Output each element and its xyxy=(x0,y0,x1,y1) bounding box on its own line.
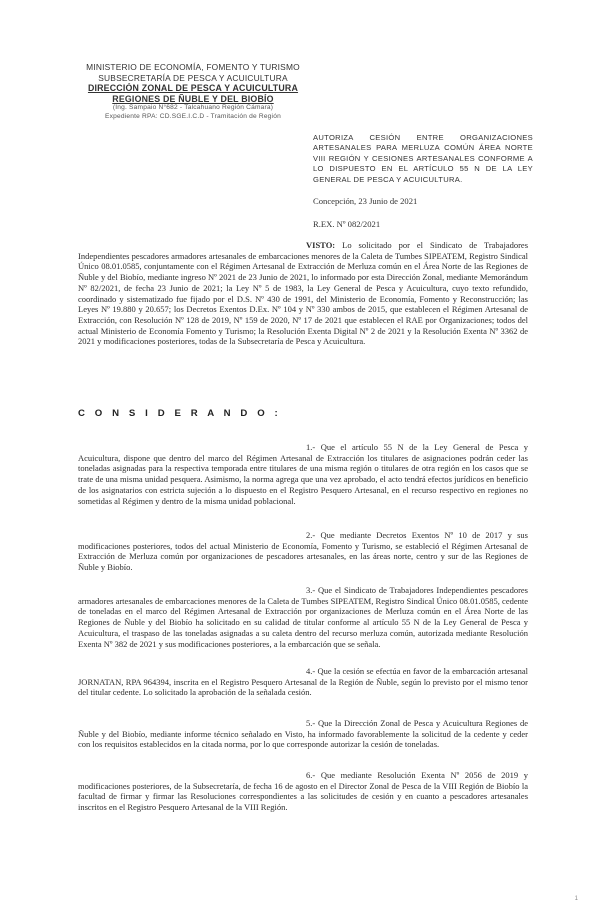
considerando-4 xyxy=(78,666,528,698)
regions-line: REGIONES DE ÑUBLE Y DEL BIOBÍO xyxy=(112,93,274,104)
considerando-text: 3.- Que el Sindicato de Trabajadores Independientes pescadores armadores artesanales de embarcaciones menores de la Caleta de Tumbes SIPEATEM, Registro Sindical Único 08.01.0585, cedente de toneladas en el marco del Régimen Artesanal de Extracción por organizaciones de Merluza común en el Área Norte de las Regiones de Ñuble y del Biobío ha solicitado en su calidad de titular conforme al artículo 55 N de la Ley General de Pesca y Acuicultura, el traspaso de las toneladas asignadas a su caleta dentro del recurso merluza común, autorizada mediante Resolución Exenta Nº 382 de 2021 y sus modificaciones posteriores, a la embarcación que se señala. xyxy=(78,585,528,649)
considerando-3 xyxy=(78,585,528,649)
resolution-subject: AUTORIZA CESIÓN ENTRE ORGANIZACIONES ARTESANALES PARA MERLUZA COMÚN ÁREA NORTE VIII REGIÓN Y CESIONES ARTESANALES CONFORME A LO DISPUESTO EN EL ARTÍCULO 55 N DE LA LEY GENERAL DE PESCA Y ACUICULTURA. xyxy=(313,133,533,184)
ministry-line: MINISTERIO DE ECONOMÍA, FOMENTO Y TURISMO xyxy=(86,62,300,72)
zonal-office-line: DIRECCIÓN ZONAL DE PESCA Y ACUICULTURA xyxy=(87,83,299,94)
visto-lead: VISTO: xyxy=(306,240,336,250)
visto-text: Lo solicitado por el Sindicato de Trabajadores Independientes pescadores armadores artesanales de embarcaciones menores de la Caleta de Tumbes SIPEATEM, Registro Sindical Único 08.01.0585, conjuntamente con el Régimen Artesanal de Extracción de Merluza común en el Área Norte de las Regiones de Ñuble y del Biobío, mediante ingreso Nº 2021 de 23 Junio de 2021, lo informado por esta Dirección Zonal, mediante Memorándum Nº 82/2021, de fecha 23 Junio de 2021; la Ley Nº 5 de 1983, la Ley General de Pesca y Acuicultura, cuyo texto refundido, coordinado y sistematizado fue fijado por el D.S. Nº 430 de 1991, del Ministerio de Economía, Fomento y Reconstrucción; las Leyes Nº 19.880 y 20.657; los Decretos Exentos D.Ex. Nº 104 y Nº 330 ambos de 2015, que establecen el Régimen Artesanal de Extracción, con Resolución Nº 128 de 2019, Nº 159 de 2020, Nº 17 de 2021 que establecen el RAE por Organizaciones; todos del actual Ministerio de Economía Fomento y Turismo; la Resolución Exenta Digital Nº 2 de 2021 y la Resolución Exenta Nº 3362 de 2021 y modificaciones posteriores, todas de la Subsecretaría de Pesca y Acuicultura. xyxy=(78,240,529,347)
considerando-text: 6.- Que mediante Resolución Exenta Nº 2056 de 2019 y modificaciones posteriores, de la Subsecretaría, de fecha 16 de agosto en el Director Zonal de Pesca de la VIII Región de Biobío la facultad de firmar y firmar las Resoluciones correspondientes a las solicitudes de cesión y en cuanto a pescadores artesanales inscritos en el Registro Pesquero Artesanal de la VIII Región. xyxy=(78,770,528,813)
dateline: Concepción, 23 Junio de 2021 xyxy=(313,196,418,206)
considerando-heading: C O N S I D E R A N D O : xyxy=(78,408,282,419)
undersecretary-line: SUBSECRETARÍA DE PESCA Y ACUICULTURA xyxy=(98,72,288,83)
considerando-1 xyxy=(78,442,528,506)
visto-paragraph xyxy=(78,240,528,347)
page-number: 1 xyxy=(574,896,578,902)
resolution-number: R.EX. Nº 082/2021 xyxy=(313,219,381,229)
considerando-6 xyxy=(78,770,528,813)
considerando-text: 1.- Que el artículo 55 N de la Ley General de Pesca y Acuicultura, dispone que dentro del marco del Régimen Artesanal de Extracción los titulares de asignaciones podrán ceder las toneladas asignadas para la respectiva temporada entre titulares de una misma región o titulares de otra región en los casos que se trate de una misma unidad pesquera. Asimismo, la norma agrega que una vez aprobado, el acto tendrá efectos jurídicos en beneficio de los asignatarios con estricta sujeción a lo dispuesto en el Registro Pesquero Artesanal, en el recurso respectivo en regiones no sometidas al Régimen y dentro de la misma unidad poblacional. xyxy=(78,442,528,506)
issuing-authority-header xyxy=(78,62,308,121)
address-line: (Ing. Sampaio N°682 - Talcahuano Región Cámara) xyxy=(112,104,274,112)
considerando-2 xyxy=(78,530,528,573)
considerando-text: 5.- Que la Dirección Zonal de Pesca y Acuicultura Regiones de Ñuble y del Biobío, mediante informe técnico señalado en Visto, ha informado favorablemente la solicitud de la cedente y ceder con los requisitos establecidos en la citada norma, por lo que corresponde autorizar la cesión de toneladas. xyxy=(78,718,528,750)
considerando-text: 4.- Que la cesión se efectúa en favor de la embarcación artesanal JORNATAN, RPA 964394, inscrita en el Registro Pesquero Artesanal de la Región de Ñuble, según lo previsto por el mismo tenor del titular cedente. Lo solicitado la aprobación de la señalada cesión. xyxy=(78,666,528,698)
file-reference-line: Expediente RPA: CD.SGE.I.C.D - Tramitación de Región xyxy=(105,112,281,120)
considerando-5 xyxy=(78,718,528,750)
considerando-text: 2.- Que mediante Decretos Exentos Nº 10 de 2017 y sus modificaciones posteriores, todos del actual Ministerio de Economía, Fomento y Turismo, se estableció el Régimen Artesanal de Extracción de Merluza común por organizaciones de pescadores artesanales, en las áreas norte, centro y sur de las Regiones de Ñuble y Biobío. xyxy=(78,530,528,573)
